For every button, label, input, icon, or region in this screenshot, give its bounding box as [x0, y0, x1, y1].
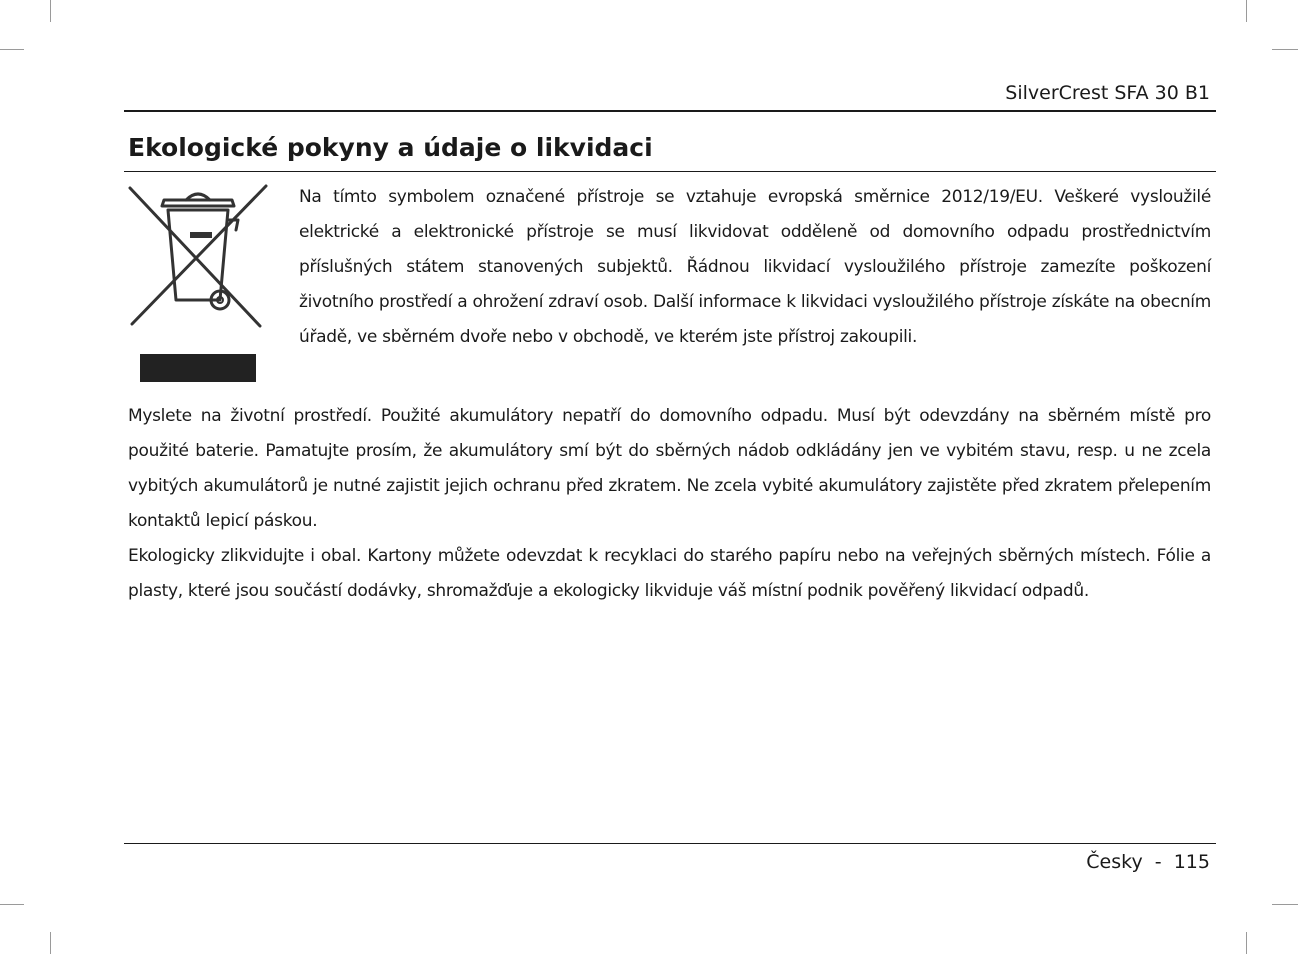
packaging-disposal-paragraph: Ekologicky zlikvidujte i obal. Kartony můžete odevzdat k recyklaci do starého papíru nebo na veřejných sběrných místech. Fólie a plasty, které jsou součástí dodávky, shromažďuje a ekologicky likviduje váš místní podnik pověřený likvidací odpadů. — [128, 546, 1211, 601]
header-rule — [124, 110, 1216, 112]
crop-mark-bottom-left-v — [50, 932, 51, 954]
title-rule — [124, 171, 1216, 172]
crop-mark-top-left-v — [50, 0, 51, 22]
header-product-name: SilverCrest SFA 30 B1 — [1005, 82, 1210, 104]
crop-mark-top-right-h — [1272, 49, 1298, 50]
battery-disposal-paragraph: Myslete na životní prostředí. Použité akumulátory nepatří do domovního odpadu. Musí být odevzdány na sběrném místě pro použité baterie. Pamatujte prosím, že akumulátory smí být do sběrných nádob odkládány jen ve vybitém stavu, resp. u ne zcela vybitých akumulátorů je nutné zajistit jejich ochranu před zkratem. Ne zcela vybité akumulátory zajistěte před zkratem přelepením kontaktů lepicí páskou. — [128, 406, 1211, 531]
footer-rule — [124, 843, 1216, 844]
crop-mark-bottom-right-h — [1272, 904, 1298, 905]
crop-mark-top-left-h — [0, 49, 24, 50]
crop-mark-top-right-v — [1246, 0, 1247, 22]
page-title: Ekologické pokyny a údaje o likvidaci — [128, 133, 653, 162]
crossed-out-wheelie-bin-icon — [124, 180, 274, 386]
disposal-directive-paragraph: Na tímto symbolem označené přístroje se vztahuje evropská směrnice 2012/19/EU. Veškeré vysloužilé elektrické a elektronické přístroje se musí likvidovat odděleně od domovního odpadu prostřednictvím příslušných státem stanovených subjektů. Řádnou likvidací vysloužilého přístroje zamezíte poškození životního prostředí a ohrožení zdraví osob. Další informace k likvidaci vysloužilého přístroje získáte na obecním úřadě, ve sběrném dvoře nebo v obchodě, ve kterém jste přístroj zakoupili. — [299, 187, 1211, 347]
footer-page-label: Česky - 115 — [1086, 851, 1210, 873]
crop-mark-bottom-left-h — [0, 904, 24, 905]
crop-mark-bottom-right-v — [1246, 932, 1247, 954]
